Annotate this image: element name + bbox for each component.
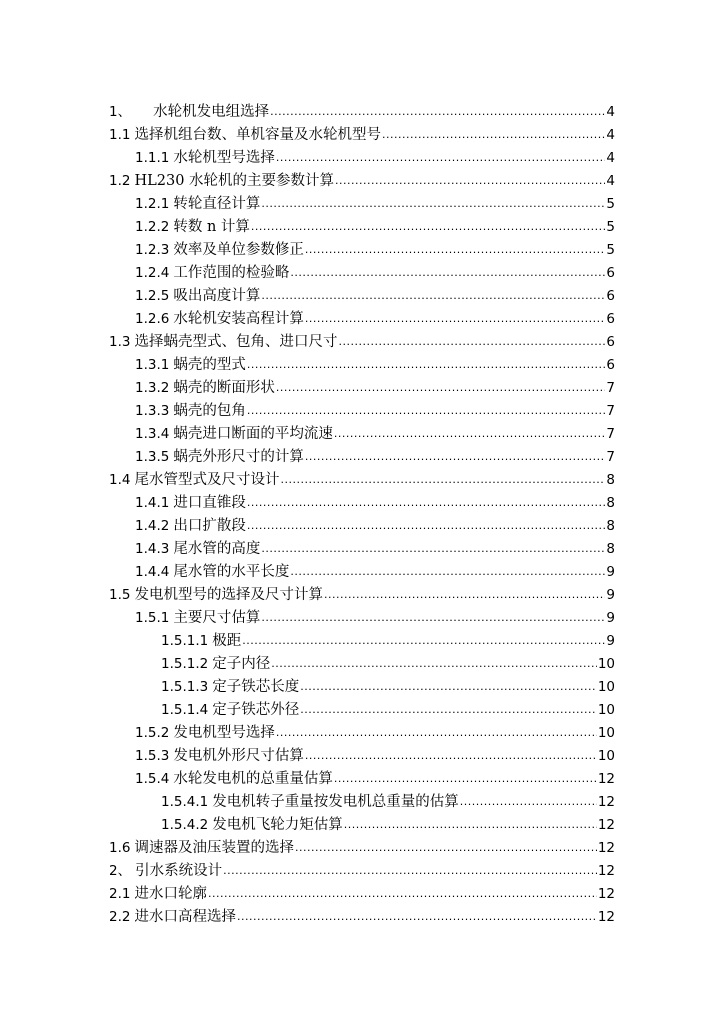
toc-entry-page-number: 12 <box>597 817 615 833</box>
toc-entry-page-number: 12 <box>597 771 615 787</box>
toc-entry-title: 水轮机安装高程计算 <box>173 311 304 327</box>
toc-entry[interactable] <box>109 743 615 766</box>
toc-dot-leader <box>276 378 606 398</box>
toc-entry-number: 1.2.3 <box>135 242 170 258</box>
toc-dot-leader <box>334 769 597 789</box>
toc-entry-number: 1.5.4.2 <box>161 817 209 833</box>
toc-entry[interactable] <box>109 904 615 927</box>
toc-entry-number: 1.5.3 <box>135 748 170 764</box>
toc-entry[interactable] <box>109 628 615 651</box>
toc-entry-title: 进水口轮廓 <box>134 886 207 902</box>
toc-dot-leader <box>280 470 605 490</box>
toc-entry-page-number: 12 <box>597 886 615 902</box>
toc-entry-page-number: 10 <box>597 702 615 718</box>
toc-dot-leader <box>300 700 597 720</box>
toc-entry[interactable] <box>109 467 615 490</box>
toc-entry[interactable] <box>109 605 615 628</box>
toc-entry-number: 1.5.2 <box>135 725 170 741</box>
toc-entry-title: 进水口高程选择 <box>134 909 236 925</box>
toc-entry-page-number: 5 <box>606 196 615 212</box>
toc-entry[interactable] <box>109 559 615 582</box>
toc-entry-page-number: 7 <box>606 380 615 396</box>
toc-entry-number: 1.3.4 <box>135 426 170 442</box>
toc-entry-title: 尾水管型式及尺寸设计 <box>134 472 280 488</box>
toc-entry[interactable] <box>109 168 615 191</box>
toc-dot-leader <box>271 654 597 674</box>
toc-entry-page-number: 12 <box>597 840 615 856</box>
toc-entry-number: 1.1 <box>109 127 131 143</box>
toc-entry-title: 发电机转子重量按发电机总重量的估算 <box>212 794 459 810</box>
toc-entry[interactable] <box>109 858 615 881</box>
toc-entry-number: 1.4.1 <box>135 495 170 511</box>
toc-dot-leader <box>261 608 605 628</box>
toc-entry-title: 选择机组台数、单机容量及水轮机型号 <box>134 127 381 143</box>
toc-entry-number: 1.5.1.3 <box>161 679 209 695</box>
toc-entry-page-number: 6 <box>606 288 615 304</box>
toc-entry-number: 1.6 <box>109 840 131 856</box>
toc-entry-title: 引水系统设计 <box>135 863 223 879</box>
toc-entry[interactable] <box>109 122 615 145</box>
table-of-contents <box>109 99 615 927</box>
toc-entry[interactable] <box>109 812 615 835</box>
toc-entry-title: 定子内径 <box>212 656 271 672</box>
toc-entry[interactable] <box>109 375 615 398</box>
toc-entry-page-number: 9 <box>606 564 615 580</box>
toc-entry[interactable] <box>109 651 615 674</box>
toc-entry-page-number: 4 <box>606 150 615 166</box>
toc-dot-leader <box>247 516 606 536</box>
toc-entry-page-number: 7 <box>606 426 615 442</box>
toc-entry-number: 2.1 <box>109 886 131 902</box>
toc-entry-number: 1.3.2 <box>135 380 170 396</box>
toc-entry-page-number: 4 <box>606 104 615 120</box>
toc-dot-leader <box>344 815 597 835</box>
toc-entry-title: 吸出高度计算 <box>173 288 261 304</box>
toc-dot-leader <box>460 792 597 812</box>
toc-entry-page-number: 4 <box>606 127 615 143</box>
toc-entry-number: 1.2.1 <box>135 196 170 212</box>
toc-entry-title: 蜗壳进口断面的平均流速 <box>173 426 333 442</box>
toc-dot-leader <box>261 194 605 214</box>
toc-entry-page-number: 12 <box>597 909 615 925</box>
toc-entry-title: 极距 <box>212 633 242 649</box>
toc-entry-number: 1.3 <box>109 334 131 350</box>
toc-entry[interactable] <box>109 490 615 513</box>
toc-entry-page-number: 5 <box>606 242 615 258</box>
toc-entry-page-number: 9 <box>606 633 615 649</box>
toc-entry-number: 1.4 <box>109 472 131 488</box>
toc-dot-leader <box>276 148 606 168</box>
toc-entry-number: 1.5.1.1 <box>161 633 209 649</box>
toc-entry-title: 定子铁芯长度 <box>212 679 300 695</box>
toc-entry-number: 1.2 <box>109 173 131 189</box>
toc-entry-page-number: 9 <box>606 587 615 603</box>
toc-entry[interactable] <box>109 329 615 352</box>
toc-entry-page-number: 8 <box>606 472 615 488</box>
toc-entry-number: 1.2.5 <box>135 288 170 304</box>
toc-dot-leader <box>305 447 606 467</box>
toc-entry-page-number: 6 <box>606 334 615 350</box>
toc-entry-page-number: 6 <box>606 265 615 281</box>
toc-dot-leader <box>290 562 605 582</box>
toc-entry-title: 发电机外形尺寸估算 <box>173 748 304 764</box>
toc-entry[interactable] <box>109 260 615 283</box>
toc-entry-title: 发电机飞轮力矩估算 <box>212 817 343 833</box>
toc-dot-leader <box>305 240 606 260</box>
toc-entry-title: 发电机型号选择 <box>173 725 275 741</box>
toc-entry-title: 水轮机型号选择 <box>173 150 275 166</box>
toc-dot-leader <box>247 493 606 513</box>
toc-entry[interactable] <box>109 352 615 375</box>
toc-entry-number: 1.3.5 <box>135 449 170 465</box>
toc-dot-leader <box>295 838 597 858</box>
toc-entry-page-number: 10 <box>597 679 615 695</box>
toc-entry[interactable] <box>109 835 615 858</box>
toc-entry-number: 1.3.3 <box>135 403 170 419</box>
toc-entry-number: 2、 <box>109 863 132 879</box>
toc-entry-page-number: 7 <box>606 449 615 465</box>
toc-dot-leader <box>334 424 606 444</box>
toc-entry-number: 1.2.6 <box>135 311 170 327</box>
toc-entry[interactable] <box>109 99 615 122</box>
toc-dot-leader <box>290 263 605 283</box>
toc-entry-title: 选择蜗壳型式、包角、进口尺寸 <box>134 334 338 350</box>
toc-entry-title: 出口扩散段 <box>173 518 246 534</box>
toc-entry-title: 进口直锥段 <box>173 495 246 511</box>
toc-entry-number: 1.5.1.2 <box>161 656 209 672</box>
toc-entry-page-number: 10 <box>597 725 615 741</box>
toc-entry-title: 转轮直径计算 <box>173 196 261 212</box>
toc-entry[interactable] <box>109 214 615 237</box>
toc-entry-title: 蜗壳的型式 <box>173 357 246 373</box>
toc-entry-page-number: 12 <box>597 794 615 810</box>
toc-entry-title: 定子铁芯外径 <box>212 702 300 718</box>
toc-dot-leader <box>338 332 605 352</box>
toc-dot-leader <box>382 125 605 145</box>
toc-entry-page-number: 8 <box>606 541 615 557</box>
toc-entry-number: 1、 <box>109 104 132 120</box>
toc-entry-page-number: 8 <box>606 495 615 511</box>
toc-dot-leader <box>247 401 606 421</box>
toc-entry[interactable] <box>109 421 615 444</box>
toc-entry-title: 转数 n 计算 <box>173 219 250 235</box>
toc-entry-title: 调速器及油压装置的选择 <box>134 840 294 856</box>
toc-entry[interactable] <box>109 720 615 743</box>
toc-entry[interactable] <box>109 283 615 306</box>
toc-entry-page-number: 4 <box>606 173 615 189</box>
toc-entry-title: 水轮机发电组选择 <box>153 104 270 120</box>
toc-dot-leader <box>335 171 605 191</box>
toc-entry-number: 1.5.4.1 <box>161 794 209 810</box>
toc-entry-number: 1.5 <box>109 587 131 603</box>
toc-entry-title: HL230 水轮机的主要参数计算 <box>134 173 335 189</box>
toc-entry-number: 1.5.1.4 <box>161 702 209 718</box>
toc-entry-page-number: 8 <box>606 518 615 534</box>
toc-entry-page-number: 12 <box>597 863 615 879</box>
toc-entry-title: 尾水管的水平长度 <box>173 564 290 580</box>
toc-entry-number: 1.5.1 <box>135 610 170 626</box>
toc-dot-leader <box>208 884 597 904</box>
toc-entry-page-number: 7 <box>606 403 615 419</box>
toc-entry-page-number: 6 <box>606 357 615 373</box>
toc-entry[interactable] <box>109 306 615 329</box>
toc-entry[interactable] <box>109 145 615 168</box>
toc-entry-page-number: 10 <box>597 748 615 764</box>
toc-entry-title: 尾水管的高度 <box>173 541 261 557</box>
toc-entry-number: 1.4.2 <box>135 518 170 534</box>
toc-entry-title: 效率及单位参数修正 <box>173 242 304 258</box>
toc-dot-leader <box>305 746 597 766</box>
toc-dot-leader <box>261 286 605 306</box>
toc-entry-title: 蜗壳的包角 <box>173 403 246 419</box>
toc-entry[interactable] <box>109 191 615 214</box>
toc-entry-title: 发电机型号的选择及尺寸计算 <box>134 587 323 603</box>
toc-entry[interactable] <box>109 536 615 559</box>
toc-entry-title: 蜗壳的断面形状 <box>173 380 275 396</box>
toc-dot-leader <box>324 585 605 605</box>
toc-entry[interactable] <box>109 237 615 260</box>
toc-entry-number: 1.2.4 <box>135 265 170 281</box>
toc-entry-number: 1.2.2 <box>135 219 170 235</box>
toc-entry-title: 水轮发电机的总重量估算 <box>173 771 333 787</box>
toc-dot-leader <box>242 631 605 651</box>
toc-dot-leader <box>270 102 605 122</box>
toc-entry[interactable] <box>109 697 615 720</box>
toc-dot-leader <box>276 723 597 743</box>
toc-entry-number: 2.2 <box>109 909 131 925</box>
toc-entry-number: 1.4.3 <box>135 541 170 557</box>
toc-entry-title: 主要尺寸估算 <box>173 610 261 626</box>
toc-entry-page-number: 5 <box>606 219 615 235</box>
toc-dot-leader <box>261 539 605 559</box>
toc-entry-page-number: 9 <box>606 610 615 626</box>
toc-entry[interactable] <box>109 881 615 904</box>
toc-entry[interactable] <box>109 444 615 467</box>
toc-entry[interactable] <box>109 789 615 812</box>
toc-dot-leader <box>300 677 597 697</box>
toc-entry-number: 1.4.4 <box>135 564 170 580</box>
toc-dot-leader <box>237 907 597 927</box>
toc-entry-page-number: 10 <box>597 656 615 672</box>
toc-entry[interactable] <box>109 766 615 789</box>
toc-entry-title: 工作范围的检验略 <box>173 265 290 281</box>
toc-entry[interactable] <box>109 582 615 605</box>
toc-entry-number: 1.5.4 <box>135 771 170 787</box>
toc-dot-leader <box>247 355 606 375</box>
toc-dot-leader <box>305 309 606 329</box>
toc-entry-number: 1.3.1 <box>135 357 170 373</box>
toc-entry[interactable] <box>109 398 615 421</box>
toc-entry-number: 1.1.1 <box>135 150 170 166</box>
toc-dot-leader <box>251 217 605 237</box>
toc-entry[interactable] <box>109 674 615 697</box>
toc-dot-leader <box>223 861 597 881</box>
toc-entry-title: 蜗壳外形尺寸的计算 <box>173 449 304 465</box>
toc-entry-page-number: 6 <box>606 311 615 327</box>
toc-entry[interactable] <box>109 513 615 536</box>
